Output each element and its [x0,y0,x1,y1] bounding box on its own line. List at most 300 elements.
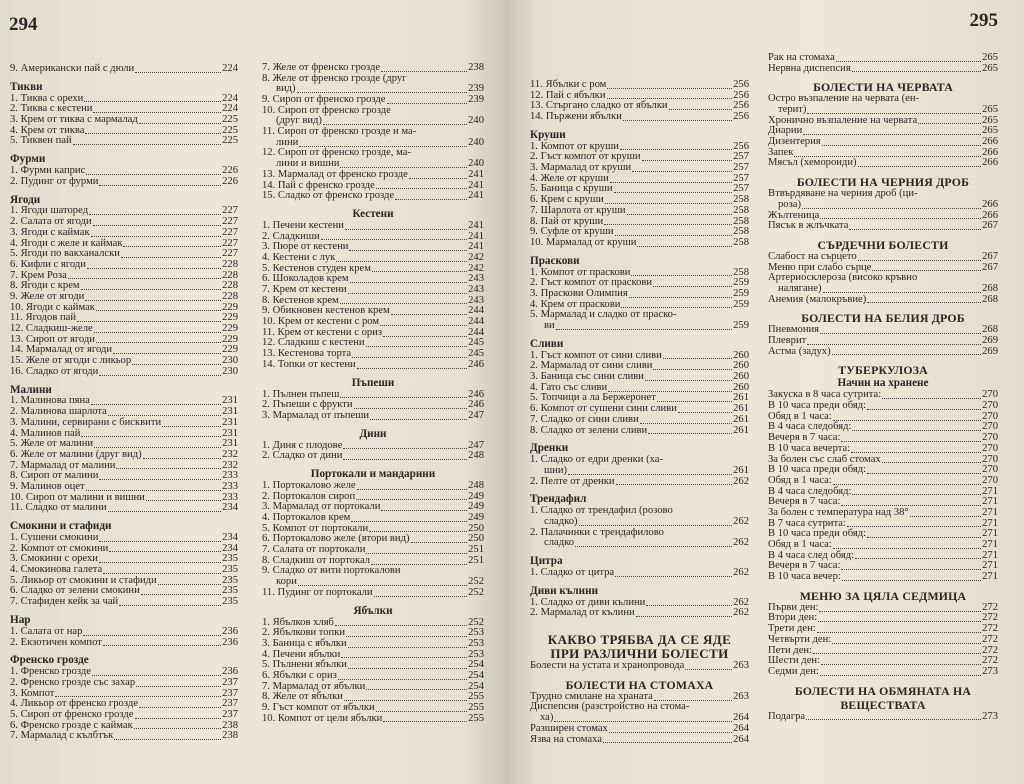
page-ref: 269 [982,345,998,357]
chapter-heading: ВЕЩЕСТВАТА [840,697,926,712]
dot-leader [833,420,981,421]
entry-title: 13. Сироп от ягоди [10,333,95,345]
page-ref: 240 [468,158,484,170]
page-ref: 270 [982,453,998,465]
entry-title: В 10 часа вечерта: [768,442,851,454]
page-ref: 238 [222,719,238,731]
dot-leader [802,208,981,209]
entry-title: 8. Ягоди с крем [10,280,80,292]
dot-leader [646,605,732,606]
index-entry [10,731,238,742]
page-ref: 262 [733,567,749,579]
entry-title: 1. Компот от круши [530,140,619,152]
entry-title: 4. Желе от круши [530,172,609,184]
entry-title: Вечеря в 7 часа: [768,496,841,508]
left-page-number: 294 [9,14,38,35]
dot-leader [297,92,468,93]
dot-leader [653,286,732,287]
entry-title: лини и вишни [276,158,340,170]
page-ref: 272 [982,655,998,667]
index-entry [768,189,998,200]
page-ref: 239 [468,83,484,95]
page-ref: 234 [222,542,238,554]
entry-title: Запек [768,146,794,158]
entry-title: 14. Топки от кестени [262,358,356,370]
page-ref: 249 [468,501,484,513]
entry-title: 2. Гъст компот от праскови [530,277,653,289]
page-ref: 266 [982,136,998,148]
dot-leader [376,711,467,712]
page-ref: 236 [222,666,238,678]
dot-leader [91,236,221,237]
page-ref: 237 [222,698,238,710]
section-heading: Фурми [10,153,46,166]
page-ref: 233 [222,491,238,503]
page-ref: 270 [982,432,998,444]
page-ref: 236 [222,625,238,637]
entry-title: 12. Пай с ябълки [530,89,606,101]
index-entry [530,568,749,579]
entry-title: Подагра [768,710,806,722]
dot-leader [341,657,467,658]
dot-leader [114,739,221,740]
index-entry [262,714,484,725]
dot-leader [669,109,733,110]
page-ref: 265 [982,125,998,137]
dot-leader [135,718,222,719]
dot-leader [637,246,732,247]
page-ref: 230 [222,355,238,367]
page-ref: 224 [222,103,238,115]
dot-leader [685,669,732,670]
dot-leader [882,398,981,399]
page-ref: 270 [982,389,998,401]
page-ref: 235 [222,574,238,586]
entry-title: Втвърдяване на черния дроб (ци- [768,188,918,200]
dot-leader [323,124,467,125]
page-ref: 244 [468,326,484,338]
page-ref: 235 [222,585,238,597]
dot-leader [852,430,981,431]
entry-title: (друг вид) [276,115,322,127]
entry-title: 6. Желе от малини (друг вид) [10,448,142,460]
page-ref: 261 [733,403,749,415]
section-heading: Диви кълини [530,584,599,597]
entry-title: 7. Сладко от сини сливи [530,413,639,425]
entry-title: За болен със слаб стомах [768,453,881,465]
page-ref: 244 [468,316,484,328]
page-ref: 268 [982,293,998,305]
section-heading: Малини [10,383,52,396]
dot-leader [642,160,733,161]
page-ref: 271 [982,485,998,497]
page-ref: 245 [468,337,484,349]
dot-leader [852,494,981,495]
dot-leader [344,700,467,701]
page-ref: 255 [468,702,484,714]
entry-title: кори [276,576,297,588]
chapter-heading: БОЛЕСТИ НА ЧЕРВАТА [813,80,953,95]
index-entry [768,64,998,75]
dot-leader [554,721,732,722]
entry-title: За болен с температура над 38° [768,506,909,518]
dot-leader [348,647,467,648]
page-ref: 271 [982,496,998,508]
dot-leader [910,516,981,517]
index-entry [530,477,749,488]
entry-title: Вечеря в 7 часа: [768,432,841,444]
page-ref: 260 [733,371,749,383]
page-ref: 271 [982,539,998,551]
page-ref: 251 [468,554,484,566]
dot-leader [678,412,732,413]
section-heading: Кестени [352,207,394,220]
dot-leader [623,120,732,121]
dot-leader [608,391,732,392]
entry-title: 6. Сладко от зелени смокини [10,585,140,597]
page-ref: 231 [222,427,238,439]
dot-leader [108,415,221,416]
entry-title: 4. Печени ябълки [262,648,341,660]
page-ref: 241 [468,179,484,191]
entry-title: 3. Мармалад от портокали [262,501,381,513]
entry-title: 2. Мармалад от кълини [530,607,635,619]
chapter-heading: СЪРДЕЧНИ БОЛЕСТИ [817,237,949,252]
page-ref: 243 [468,273,484,285]
page-ref: 227 [222,226,238,238]
dot-leader [818,621,981,622]
page-ref: 246 [468,388,484,400]
page-ref: 227 [222,248,238,260]
page-ref: 271 [982,506,998,518]
dot-leader [348,293,467,294]
entry-title: 1. Печени кестени [262,219,344,231]
dot-leader [842,580,981,581]
page-ref: 228 [222,269,238,281]
dot-leader [357,368,467,369]
page-ref: 230 [222,365,238,377]
entry-title: Язва на стомаха [530,733,602,745]
entry-title: Разширен стомах [530,722,608,734]
page-ref: 252 [468,576,484,588]
dot-leader [383,721,467,722]
page-ref: 231 [222,395,238,407]
page-ref: 228 [222,258,238,270]
dot-leader [817,632,981,633]
index-entry [768,572,998,583]
entry-title: 1. Сладко от цитра [530,567,615,579]
page-ref: 270 [982,442,998,454]
entry-title: 1. Компот от праскови [530,266,631,278]
page-ref: 229 [222,344,238,356]
dot-leader [372,271,467,272]
entry-title: 1. Тиква с орехи [10,92,84,104]
dot-leader [615,576,732,577]
page-ref: 271 [982,571,998,583]
entry-title: 5. Топчици а ла Бержеронет [530,392,656,404]
entry-title: В 4 часа следобяд: [768,485,852,497]
entry-title: 2. Салата от ягоди [10,216,92,228]
entry-title: 4. Крем от праскови [530,298,621,310]
entry-title: 3. Баница със сини сливи [530,371,644,383]
dot-leader [135,72,221,73]
entry-title: Седми ден: [768,665,819,677]
index-entry [530,426,749,437]
index-entry [768,137,998,148]
page-ref: 229 [222,333,238,345]
index-entry [10,597,238,608]
entry-title: 14. Пържени ябълки [530,111,622,123]
page-ref: 271 [982,560,998,572]
subsection-heading: Начин на хранене [837,377,929,390]
section-heading: Дренки [530,442,569,455]
page-ref: 256 [733,111,749,123]
dot-leader [568,474,732,475]
page-ref: 272 [982,644,998,656]
dot-leader [354,408,468,409]
dot-leader [820,218,981,219]
dot-leader [77,321,221,322]
page-ref: 264 [733,722,749,734]
index-entry [530,735,749,746]
section-heading: Ягоди [10,193,41,206]
entry-title: 9. Обикновен кестенов крем [262,305,390,317]
dot-leader [820,675,981,676]
entry-title: В 10 часа преди обяд: [768,464,867,476]
dot-leader [841,441,981,442]
dot-leader [605,203,732,204]
entry-title: Астма (задух) [768,345,831,357]
dot-leader [616,484,733,485]
dot-leader [94,447,221,448]
entry-title: 1. Сладко от диви кълини [530,596,646,608]
dot-leader [832,354,981,355]
page-ref: 273 [982,710,998,722]
index-entry [262,451,484,462]
page-ref: 258 [733,266,749,278]
dot-leader [357,489,468,490]
index-entry [262,360,484,371]
dot-leader [632,171,732,172]
page-ref: 264 [733,733,749,745]
entry-title: Дизентерия [768,136,821,148]
entry-title: Остро възпаление на червата (ен- [768,93,920,105]
dot-leader [847,526,981,527]
dot-leader [73,144,221,145]
dot-leader [108,511,221,512]
dot-leader [807,344,981,345]
index-entry [530,321,749,332]
entry-title: 5. Ликьор от смокини и стафиди [10,574,157,586]
page-ref: 242 [468,262,484,274]
entry-title: 1. Ябълков хляб [262,616,334,628]
dot-leader [867,473,981,474]
dot-leader [81,289,221,290]
dot-leader [629,297,732,298]
page-ref: 237 [222,676,238,688]
index-entry [530,112,749,123]
index-column-4 [768,53,998,722]
entry-title: 1. Фурми каприс [10,165,86,177]
entry-title: Болести на устата и хранопровода [530,660,685,672]
section-heading: Дини [359,427,387,440]
page-ref: 264 [733,712,749,724]
dot-leader [162,426,221,427]
entry-title: 2. Пелте от дренки [530,475,615,487]
dot-leader [615,235,733,236]
page-ref: 260 [733,349,749,361]
page-ref: 234 [222,532,238,544]
entry-title: 5. Ягоди по вакханалски [10,248,120,260]
page-ref: 235 [222,564,238,576]
entry-title: 8. Сладкиш от портокал [262,554,371,566]
entry-title: 2. Екзотичен компот [10,636,102,648]
entry-title: 2. Палачинки с трендафилово [530,526,664,538]
dot-leader [356,499,467,500]
entry-title: 15. Сладко от френско грозде [262,190,395,202]
entry-title: В 4 часа след обяд: [768,549,855,561]
index-entry [768,221,998,232]
page-ref: 252 [468,586,484,598]
page-ref: 254 [468,680,484,692]
dot-leader [409,178,467,179]
page-ref: 240 [468,115,484,127]
page-ref: 227 [222,205,238,217]
entry-title: 2. Френско грозде със захар [10,676,136,688]
dot-leader [374,596,468,597]
dot-leader [99,375,221,376]
index-entry [262,411,484,422]
entry-title: 5. Желе от малини [10,438,94,450]
page-ref: 228 [222,280,238,292]
page-ref: 248 [468,479,484,491]
entry-title: Пневмония [768,324,820,336]
entry-title: 8. Желе от ябълки [262,691,343,703]
entry-title: 4. Крем от тиква [10,124,85,136]
dot-leader [366,553,467,554]
page-ref: 263 [733,660,749,672]
dot-leader [123,246,221,247]
section-heading: Френско грозде [10,654,89,667]
entry-title: 8. Сироп от малини [10,470,99,482]
dot-leader [371,564,467,565]
dot-leader [663,358,732,359]
dot-leader [369,531,467,532]
entry-title: 6. Компот от сушени сини сливи [530,403,677,415]
dot-leader [96,342,221,343]
dot-leader [94,332,221,333]
page-ref: 241 [468,219,484,231]
entry-title: 7. Мармалад от малини [10,459,116,471]
index-entry [768,635,998,646]
entry-title: 9. Малинов оцет [10,480,85,492]
index-entry [530,661,749,672]
dot-leader [348,668,467,669]
entry-title: 2. Сладкиши [262,230,320,242]
entry-title: 1. Портокалово желе [262,479,356,491]
dot-leader [93,112,221,113]
page-ref: 236 [222,636,238,648]
entry-title: 3. Праскови Олимпия [530,287,628,299]
page-ref: 232 [222,459,238,471]
page-ref: 261 [733,424,749,436]
page-ref: 263 [733,690,749,702]
chapter-heading: МЕНЮ ЗА ЦЯЛА СЕДМИЦА [799,588,967,603]
dot-leader [298,585,467,586]
dot-leader [381,510,467,511]
page-ref: 227 [222,237,238,249]
dot-leader [99,479,221,480]
dot-leader [654,700,732,701]
entry-title: терит) [778,104,807,116]
page-ref: 266 [982,198,998,210]
entry-title: 7. Салата от портокали [262,544,366,556]
page-ref: 272 [982,623,998,635]
section-heading: Трендафил [530,493,587,506]
entry-title: 6. Крем с круши [530,194,604,206]
page-ref: 266 [982,209,998,221]
chapter-heading: БОЛЕСТИ НА БЕЛИЯ ДРОБ [801,311,965,326]
dot-leader [340,303,467,304]
dot-leader [614,192,733,193]
page-ref: 248 [468,450,484,462]
entry-title: ви [544,320,555,332]
entry-title: 5. Кестенов студен крем [262,262,371,274]
section-heading: Пъпеши [351,376,395,389]
dot-leader [86,174,221,175]
entry-title: 3. Мармалад от пъпеши [262,409,370,421]
entry-title: роза) [778,198,802,210]
entry-title: 3. Пюре от кестени [262,241,349,253]
page-ref: 243 [468,294,484,306]
dot-leader [345,229,467,230]
page-ref: 241 [468,241,484,253]
index-entry [10,367,238,378]
entry-title: 3. Компот [10,687,55,699]
page-ref: 225 [222,114,238,126]
dot-leader [346,636,467,637]
dot-leader [640,423,732,424]
page-ref: 242 [468,251,484,263]
dot-leader [299,146,467,147]
dot-leader [158,584,221,585]
page-ref: 270 [982,410,998,422]
dot-leader [93,225,221,226]
page-ref: 253 [468,648,484,660]
page-ref: 270 [982,474,998,486]
page-ref: 262 [733,596,749,608]
dot-leader [836,61,981,62]
page-ref: 226 [222,175,238,187]
dot-leader [604,224,732,225]
entry-title: Анемия (малокръвие) [768,293,867,305]
entry-title: 12. Сироп от френско грозде, ма- [262,147,411,159]
dot-leader [87,268,221,269]
dot-leader [343,448,467,449]
page-ref: 224 [222,92,238,104]
dot-leader [119,605,221,606]
entry-title: сладко [544,537,574,549]
index-entry [530,724,749,735]
section-heading: Сливи [530,337,564,350]
entry-title: 2. Компот от смокини [10,542,109,554]
chapter-heading: БОЛЕСТИ НА СТОМАХА [565,677,714,692]
dot-leader [807,113,981,114]
chapter-heading: ТУБЕРКУЛОЗА [838,363,928,378]
entry-title: Закуска в 8 часа сутрита: [768,389,882,401]
entry-title: 4. Портокалов крем [262,512,351,524]
index-entry [262,588,484,599]
